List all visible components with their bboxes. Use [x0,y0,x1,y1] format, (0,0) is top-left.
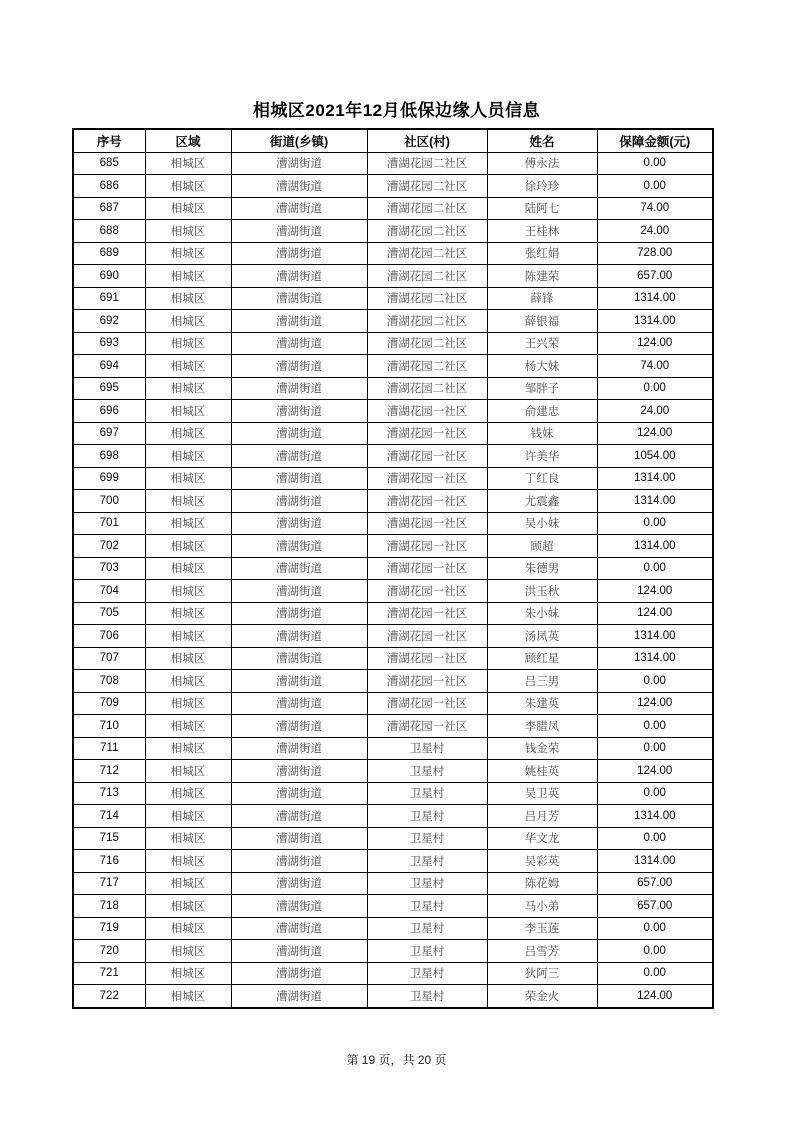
cell-serial: 693 [73,332,145,355]
cell-community: 漕湖花园二社区 [367,175,487,198]
cell-community: 漕湖花园二社区 [367,377,487,400]
table-row [73,197,713,220]
table-row [73,850,713,873]
column-header-region: 区域 [145,129,231,152]
cell-serial: 719 [73,917,145,940]
cell-region: 相城区 [145,355,231,378]
cell-amount: 0.00 [597,962,713,985]
table-row [73,737,713,760]
cell-amount: 1314.00 [597,625,713,648]
cell-community: 漕湖花园一社区 [367,467,487,490]
cell-community: 漕湖花园一社区 [367,715,487,738]
cell-region: 相城区 [145,467,231,490]
cell-serial: 706 [73,625,145,648]
cell-community: 漕湖花园二社区 [367,355,487,378]
cell-amount: 124.00 [597,602,713,625]
cell-amount: 1314.00 [597,310,713,333]
cell-serial: 686 [73,175,145,198]
cell-region: 相城区 [145,580,231,603]
cell-name: 汤凤英 [487,625,597,648]
cell-amount: 1314.00 [597,467,713,490]
cell-street: 漕湖街道 [231,265,367,288]
column-header-amount: 保障金额(元) [597,129,713,152]
cell-serial: 700 [73,490,145,513]
cell-name: 傅永法 [487,152,597,175]
table-row [73,985,713,1008]
cell-community: 卫星村 [367,895,487,918]
cell-serial: 712 [73,760,145,783]
table-row [73,242,713,265]
cell-region: 相城区 [145,332,231,355]
cell-serial: 708 [73,670,145,693]
cell-serial: 703 [73,557,145,580]
cell-name: 丁红良 [487,467,597,490]
cell-community: 漕湖花园一社区 [367,647,487,670]
cell-region: 相城区 [145,895,231,918]
cell-name: 洪玉秋 [487,580,597,603]
cell-street: 漕湖街道 [231,895,367,918]
cell-community: 漕湖花园二社区 [367,287,487,310]
cell-name: 钱妹 [487,422,597,445]
cell-street: 漕湖街道 [231,377,367,400]
table-row [73,287,713,310]
cell-community: 漕湖花园一社区 [367,602,487,625]
cell-community: 漕湖花园一社区 [367,422,487,445]
cell-community: 漕湖花园二社区 [367,152,487,175]
column-header-serial: 序号 [73,129,145,152]
table-row [73,265,713,288]
cell-community: 漕湖花园一社区 [367,400,487,423]
cell-serial: 696 [73,400,145,423]
cell-community: 漕湖花园二社区 [367,197,487,220]
cell-region: 相城区 [145,805,231,828]
column-header-name: 姓名 [487,129,597,152]
cell-amount: 728.00 [597,242,713,265]
table-row [73,827,713,850]
cell-street: 漕湖街道 [231,625,367,648]
cell-name: 朱德男 [487,557,597,580]
cell-amount: 124.00 [597,985,713,1008]
table-row [73,557,713,580]
cell-serial: 716 [73,850,145,873]
cell-community: 漕湖花园一社区 [367,670,487,693]
cell-name: 钱金荣 [487,737,597,760]
cell-community: 卫星村 [367,850,487,873]
cell-name: 吕月芳 [487,805,597,828]
cell-amount: 0.00 [597,175,713,198]
cell-street: 漕湖街道 [231,760,367,783]
cell-serial: 717 [73,872,145,895]
cell-region: 相城区 [145,985,231,1008]
cell-name: 尤震鑫 [487,490,597,513]
cell-community: 卫星村 [367,872,487,895]
cell-name: 吴小妹 [487,512,597,535]
table-row [73,962,713,985]
cell-region: 相城区 [145,602,231,625]
cell-community: 卫星村 [367,760,487,783]
cell-serial: 707 [73,647,145,670]
cell-name: 李玉莲 [487,917,597,940]
cell-region: 相城区 [145,827,231,850]
table-row [73,670,713,693]
cell-name: 顾红星 [487,647,597,670]
cell-community: 卫星村 [367,940,487,963]
cell-region: 相城区 [145,310,231,333]
table-row [73,917,713,940]
cell-street: 漕湖街道 [231,535,367,558]
cell-amount: 1314.00 [597,647,713,670]
table-row [73,580,713,603]
table-row [73,355,713,378]
cell-name: 许美华 [487,445,597,468]
cell-serial: 722 [73,985,145,1008]
cell-amount: 0.00 [597,670,713,693]
cell-community: 漕湖花园一社区 [367,557,487,580]
cell-region: 相城区 [145,197,231,220]
table-row [73,377,713,400]
cell-street: 漕湖街道 [231,467,367,490]
cell-amount: 0.00 [597,557,713,580]
cell-region: 相城区 [145,557,231,580]
table-row [73,310,713,333]
table-row [73,152,713,175]
cell-street: 漕湖街道 [231,647,367,670]
cell-street: 漕湖街道 [231,985,367,1008]
cell-community: 卫星村 [367,827,487,850]
cell-region: 相城区 [145,445,231,468]
cell-street: 漕湖街道 [231,310,367,333]
cell-street: 漕湖街道 [231,197,367,220]
cell-street: 漕湖街道 [231,175,367,198]
data-table [72,128,714,1009]
cell-community: 漕湖花园二社区 [367,220,487,243]
table-row [73,895,713,918]
table-row [73,332,713,355]
cell-street: 漕湖街道 [231,917,367,940]
table-row [73,400,713,423]
cell-amount: 124.00 [597,422,713,445]
cell-serial: 698 [73,445,145,468]
cell-street: 漕湖街道 [231,422,367,445]
table-row [73,805,713,828]
cell-street: 漕湖街道 [231,827,367,850]
cell-street: 漕湖街道 [231,287,367,310]
cell-street: 漕湖街道 [231,962,367,985]
cell-name: 顾超 [487,535,597,558]
cell-street: 漕湖街道 [231,152,367,175]
header-row [73,129,713,152]
cell-community: 漕湖花园二社区 [367,265,487,288]
cell-serial: 699 [73,467,145,490]
cell-street: 漕湖街道 [231,670,367,693]
cell-amount: 0.00 [597,782,713,805]
cell-region: 相城区 [145,737,231,760]
cell-amount: 0.00 [597,152,713,175]
cell-amount: 1314.00 [597,535,713,558]
cell-serial: 710 [73,715,145,738]
cell-serial: 704 [73,580,145,603]
cell-name: 吕雪芳 [487,940,597,963]
table-row [73,647,713,670]
cell-street: 漕湖街道 [231,400,367,423]
table-row [73,490,713,513]
cell-street: 漕湖街道 [231,737,367,760]
table-row [73,445,713,468]
cell-serial: 720 [73,940,145,963]
cell-region: 相城区 [145,692,231,715]
cell-street: 漕湖街道 [231,850,367,873]
cell-community: 漕湖花园一社区 [367,535,487,558]
cell-community: 卫星村 [367,782,487,805]
cell-street: 漕湖街道 [231,242,367,265]
cell-name: 朱小妹 [487,602,597,625]
table-row [73,467,713,490]
cell-street: 漕湖街道 [231,490,367,513]
cell-street: 漕湖街道 [231,602,367,625]
cell-amount: 124.00 [597,692,713,715]
cell-serial: 702 [73,535,145,558]
cell-serial: 697 [73,422,145,445]
cell-community: 漕湖花园一社区 [367,512,487,535]
cell-street: 漕湖街道 [231,557,367,580]
cell-name: 薛锋 [487,287,597,310]
table-row [73,175,713,198]
cell-street: 漕湖街道 [231,782,367,805]
cell-community: 漕湖花园一社区 [367,490,487,513]
cell-street: 漕湖街道 [231,445,367,468]
cell-community: 漕湖花园二社区 [367,242,487,265]
cell-street: 漕湖街道 [231,692,367,715]
cell-region: 相城区 [145,782,231,805]
cell-serial: 721 [73,962,145,985]
cell-street: 漕湖街道 [231,512,367,535]
cell-amount: 0.00 [597,715,713,738]
cell-name: 陈建荣 [487,265,597,288]
cell-serial: 701 [73,512,145,535]
cell-region: 相城区 [145,647,231,670]
column-header-community: 社区(村) [367,129,487,152]
cell-name: 张红娟 [487,242,597,265]
cell-name: 陈花姆 [487,872,597,895]
table-row [73,422,713,445]
cell-serial: 711 [73,737,145,760]
cell-amount: 1314.00 [597,850,713,873]
cell-region: 相城区 [145,850,231,873]
cell-amount: 74.00 [597,355,713,378]
cell-community: 漕湖花园二社区 [367,332,487,355]
cell-region: 相城区 [145,265,231,288]
cell-street: 漕湖街道 [231,872,367,895]
cell-region: 相城区 [145,872,231,895]
cell-name: 杨大妹 [487,355,597,378]
table-header [73,129,713,152]
cell-street: 漕湖街道 [231,715,367,738]
table-row [73,872,713,895]
column-header-street: 街道(乡镇) [231,129,367,152]
cell-region: 相城区 [145,715,231,738]
table-row [73,625,713,648]
cell-name: 华文龙 [487,827,597,850]
cell-region: 相城区 [145,400,231,423]
cell-region: 相城区 [145,152,231,175]
cell-amount: 24.00 [597,400,713,423]
cell-name: 陆阿七 [487,197,597,220]
cell-region: 相城区 [145,422,231,445]
cell-amount: 1314.00 [597,490,713,513]
cell-name: 狄阿三 [487,962,597,985]
cell-serial: 705 [73,602,145,625]
cell-name: 荣金火 [487,985,597,1008]
cell-amount: 124.00 [597,580,713,603]
cell-street: 漕湖街道 [231,580,367,603]
cell-name: 朱建英 [487,692,597,715]
cell-serial: 709 [73,692,145,715]
page-footer: 第 19 页，共 20 页 [346,1053,447,1067]
cell-amount: 124.00 [597,332,713,355]
cell-name: 徐玲珍 [487,175,597,198]
cell-amount: 1054.00 [597,445,713,468]
cell-community: 卫星村 [367,962,487,985]
cell-amount: 0.00 [597,737,713,760]
cell-region: 相城区 [145,512,231,535]
cell-region: 相城区 [145,490,231,513]
cell-serial: 688 [73,220,145,243]
cell-region: 相城区 [145,175,231,198]
table-row [73,782,713,805]
table-row [73,692,713,715]
cell-community: 漕湖花园一社区 [367,580,487,603]
table-body [73,152,713,1008]
cell-region: 相城区 [145,940,231,963]
cell-region: 相城区 [145,625,231,648]
cell-name: 李腊凤 [487,715,597,738]
cell-serial: 713 [73,782,145,805]
cell-street: 漕湖街道 [231,355,367,378]
cell-region: 相城区 [145,377,231,400]
page-title: 相城区2021年12月低保边缘人员信息 [252,101,541,120]
table-row [73,220,713,243]
cell-region: 相城区 [145,670,231,693]
cell-amount: 657.00 [597,895,713,918]
cell-amount: 1314.00 [597,287,713,310]
table-row [73,715,713,738]
cell-name: 马小弟 [487,895,597,918]
table-row [73,512,713,535]
cell-serial: 689 [73,242,145,265]
cell-serial: 715 [73,827,145,850]
cell-amount: 74.00 [597,197,713,220]
cell-region: 相城区 [145,242,231,265]
cell-community: 卫星村 [367,805,487,828]
cell-region: 相城区 [145,287,231,310]
table-row [73,760,713,783]
cell-serial: 685 [73,152,145,175]
cell-amount: 0.00 [597,377,713,400]
cell-amount: 124.00 [597,760,713,783]
cell-serial: 695 [73,377,145,400]
cell-amount: 0.00 [597,512,713,535]
cell-region: 相城区 [145,962,231,985]
cell-serial: 687 [73,197,145,220]
table-row [73,535,713,558]
cell-amount: 0.00 [597,827,713,850]
cell-amount: 0.00 [597,917,713,940]
cell-name: 王兴荣 [487,332,597,355]
cell-name: 吴彩英 [487,850,597,873]
cell-community: 卫星村 [367,737,487,760]
cell-name: 薛银福 [487,310,597,333]
cell-region: 相城区 [145,220,231,243]
cell-name: 俞建忠 [487,400,597,423]
cell-region: 相城区 [145,760,231,783]
cell-community: 漕湖花园一社区 [367,445,487,468]
cell-community: 卫星村 [367,985,487,1008]
cell-serial: 718 [73,895,145,918]
cell-amount: 0.00 [597,940,713,963]
cell-name: 姚桂英 [487,760,597,783]
cell-name: 吕三男 [487,670,597,693]
cell-community: 漕湖花园一社区 [367,692,487,715]
cell-street: 漕湖街道 [231,940,367,963]
cell-amount: 657.00 [597,872,713,895]
table-row [73,940,713,963]
cell-serial: 690 [73,265,145,288]
cell-street: 漕湖街道 [231,220,367,243]
cell-amount: 24.00 [597,220,713,243]
cell-street: 漕湖街道 [231,332,367,355]
cell-name: 王桂林 [487,220,597,243]
cell-serial: 714 [73,805,145,828]
cell-community: 漕湖花园二社区 [367,310,487,333]
table-row [73,602,713,625]
cell-amount: 1314.00 [597,805,713,828]
cell-name: 邹胖子 [487,377,597,400]
cell-community: 卫星村 [367,917,487,940]
cell-name: 吴卫英 [487,782,597,805]
cell-serial: 692 [73,310,145,333]
cell-street: 漕湖街道 [231,805,367,828]
cell-serial: 694 [73,355,145,378]
cell-amount: 657.00 [597,265,713,288]
cell-community: 漕湖花园一社区 [367,625,487,648]
cell-region: 相城区 [145,917,231,940]
cell-serial: 691 [73,287,145,310]
cell-region: 相城区 [145,535,231,558]
